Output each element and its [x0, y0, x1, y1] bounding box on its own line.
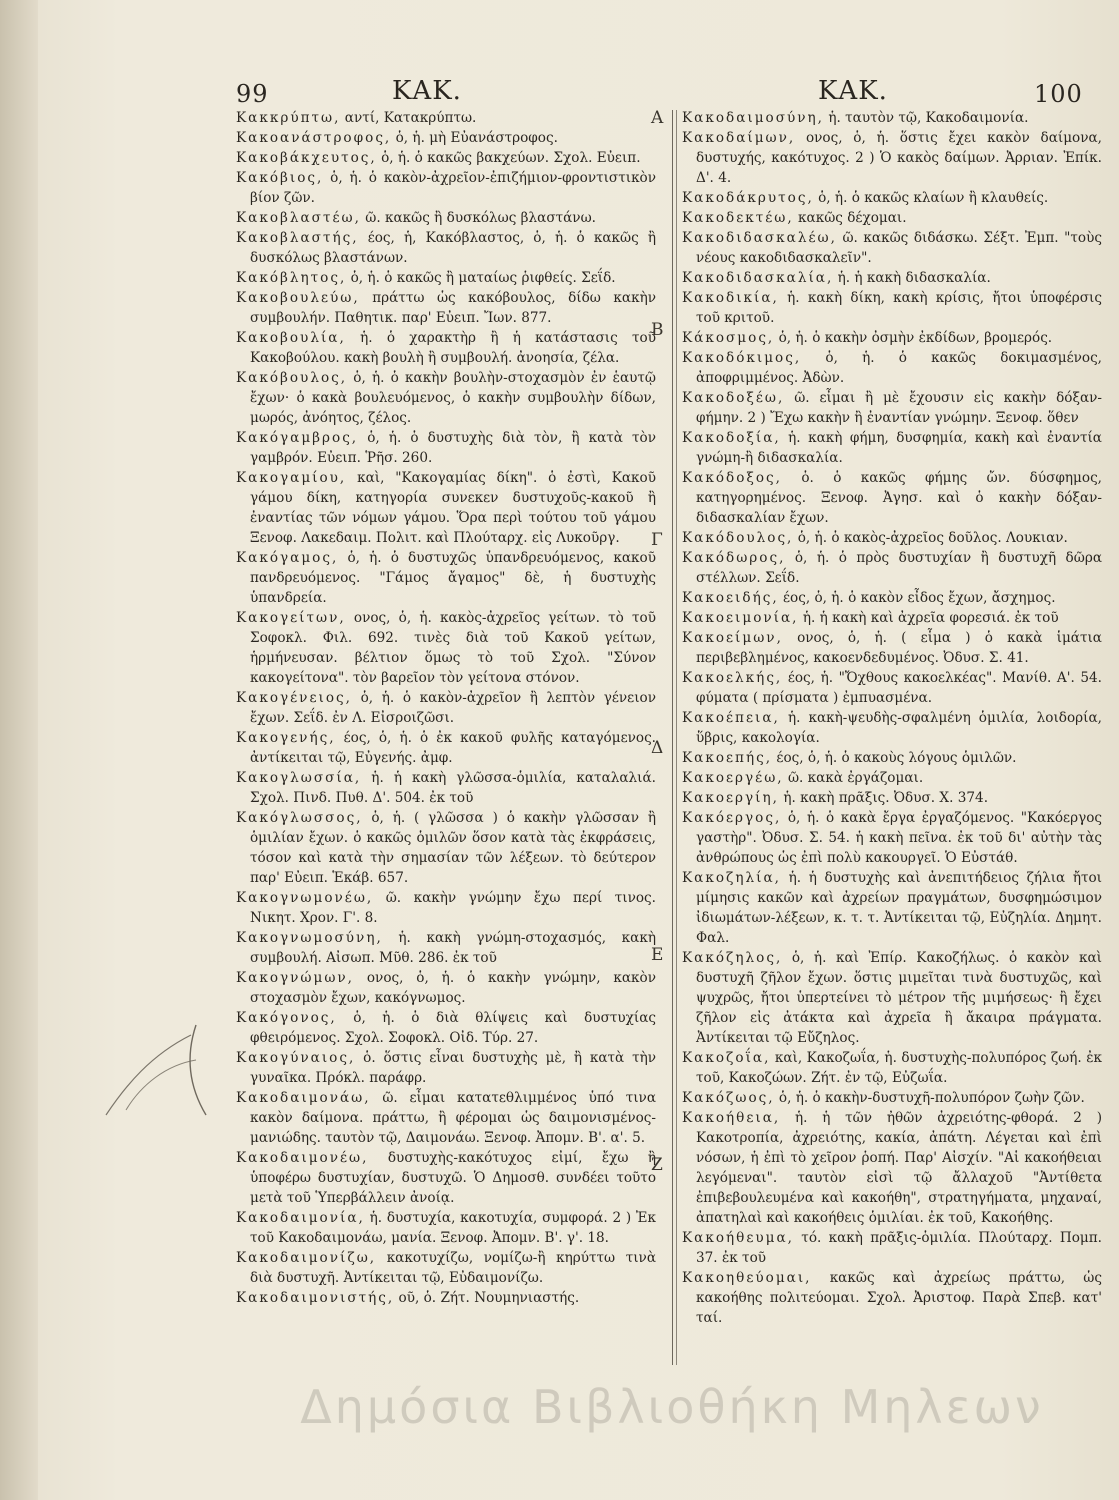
dictionary-entry	[682, 228, 1102, 268]
entry-definition: έος, ὁ, ἡ. ὁ ἐκ κακοῦ φυλῆς καταγόμενος. ἀντίκειται τῷ, Εὐγενής. ἀμφ.	[250, 730, 657, 766]
entry-definition: πράττω ὡς κακόβουλος, δίδω κακὴν συμβουλήν. Παθητικ. παρ' Εὐειπ. Ἴων. 877.	[250, 290, 656, 326]
entry-definition: τό. κακὴ πρᾶξις-ὁμιλία. Πλούταρχ. Πομπ. 37. ἐκ τοῦ	[696, 1230, 1102, 1266]
entry-headword: Κακογνωμονέω,	[236, 890, 374, 906]
dictionary-entry	[682, 788, 1102, 808]
section-letter: Γ	[651, 530, 663, 550]
dictionary-entry	[236, 228, 656, 268]
entry-definition: ὁ. ὁ κακῶς φήμης ὤν. δύσφημος, κατηγορημένος. Ξενοφ. Ἀγησ. καὶ ὁ κακὴν δόξαν-διδασκαλίαν ἔχων.	[696, 470, 1103, 526]
dictionary-entry	[236, 428, 656, 468]
entry-headword: Κακογύναιος,	[236, 1050, 356, 1066]
entry-definition: ἡ. ἡ κακὴ καὶ ἀχρεῖα φορεσιά. ἐκ τοῦ	[802, 610, 1059, 626]
entry-definition: ῶ. κακὰ ἐργάζομαι.	[787, 770, 924, 786]
entry-headword: Κακοδαιμονία,	[236, 1210, 365, 1226]
entry-headword: Κακόδοξος,	[682, 470, 782, 486]
entry-definition: έος, ἡ. "Ὄχθους κακοελκέας". Μανίθ. Α'. 54. φύματα ( πρίσματα ) ἐμπυασμένα.	[696, 670, 1102, 706]
entry-definition: ονος, ὁ, ἡ. ὅστις ἔχει κακὸν δαίμονα, δυστυχής, κακότυχος. 2 ) Ὁ κακὸς δαίμων. Ἀρριαν. Ἐπίκ. Δ'. 4.	[696, 130, 1102, 186]
entry-definition: κακῶς καὶ ἀχρείως πράττω, ὡς κακοήθης πολιτεύομαι. Σχολ. Ἀριστοφ. Παρὰ Σπεβ. κατ' ταί.	[696, 1270, 1103, 1326]
entry-definition: ονος, ὁ, ἡ. ( εἷμα ) ὁ κακὰ ἱμάτια περιβεβλημένος, κακοενδεδυμένος. Ὀδυσ. Σ. 41.	[696, 630, 1102, 666]
pencil-annotation-mark	[96, 1015, 216, 1125]
dictionary-entry	[682, 548, 1102, 588]
left-column	[236, 108, 656, 1308]
entry-headword: Κακοδεκτέω,	[682, 210, 794, 226]
entry-definition: ἡ. κακὴ πρᾶξις. Ὀδυσ. Χ. 374.	[783, 790, 989, 806]
entry-headword: Κακόζωος,	[682, 1090, 775, 1106]
entry-headword: Κακοδοξέω,	[682, 390, 785, 406]
dictionary-entry	[682, 1048, 1102, 1088]
dictionary-entry	[682, 948, 1102, 1048]
dictionary-entry	[236, 1148, 656, 1208]
dictionary-entry	[236, 368, 656, 428]
entry-definition: ὁ, ἡ. ὁ κακῶς ἢ ματαίως ῥιφθείς. Σεΐδ.	[350, 270, 616, 286]
entry-headword: Κακόγονος,	[236, 1010, 337, 1026]
entry-headword: Κακοεπής,	[682, 750, 773, 766]
entry-headword: Κακοβουλεύω,	[236, 290, 360, 306]
dictionary-entry	[236, 168, 656, 208]
entry-headword: Κακοήθεια,	[682, 1110, 781, 1126]
entry-headword: Κακόγαμβρος,	[236, 430, 359, 446]
dictionary-entry	[682, 108, 1102, 128]
entry-headword: Κακογείτων,	[236, 610, 346, 626]
entry-headword: Κακοδόκιμος,	[682, 350, 802, 366]
dictionary-entry	[682, 268, 1102, 288]
entry-headword: Κακόβλητος,	[236, 270, 347, 286]
entry-definition: έος, ὁ, ἡ. ὁ κακοὺς λόγους ὁμιλῶν.	[776, 750, 1017, 766]
entry-definition: αντί, Κατακρύπτω.	[344, 110, 477, 126]
dictionary-entry	[236, 468, 656, 548]
entry-definition: δυστυχὴς-κακότυχος εἰμί, ἔχω ἢ ὑποφέρω δυστυχίαν, δυστυχῶ. Ὁ Δημοσθ. συνδέει τοῦτο μετὰ τοῦ Ὑπερβάλλειν ἀνοίᾳ.	[250, 1150, 657, 1206]
dictionary-entry	[682, 428, 1102, 468]
dictionary-entry	[236, 1288, 656, 1308]
dictionary-entry	[236, 1008, 656, 1048]
section-letter: Ζ	[651, 1155, 663, 1175]
entry-headword: Κακόεργος,	[682, 810, 782, 826]
entry-definition: ὁ, ἡ. ὁ διὰ θλίψεις καὶ δυστυχίας φθειρόμενος. Σχολ. Σοφοκλ. Οἰδ. Τύρ. 27.	[250, 1010, 656, 1046]
entry-definition: ῶ. εἶμαι κατατεθλιμμένος ὑπό τινα κακὸν δαίμονα. πράττω, ἢ φέρομαι ὡς δαιμονισμένος-μανιώδης. ταυτὸν τῷ, Δαιμονάω. Ξενοφ. Ἀπομν. Β'. α'. 5.	[250, 1090, 656, 1146]
dictionary-entry	[236, 128, 656, 148]
section-letter: Β	[651, 320, 664, 340]
entry-definition: ὁ, ἡ. ὁ κακὴν βουλὴν-στοχασμὸν ἐν ἑαυτῷ ἔχων· ὁ κακὰ βουλευόμενος, ὁ κακὴν συμβουλὴν δίδων, μωρός, ἀνόητος, ζέλος.	[250, 370, 656, 426]
entry-headword: Κακοέπεια,	[682, 710, 780, 726]
dictionary-entry	[682, 668, 1102, 708]
entry-headword: Κακόγαμος,	[236, 550, 339, 566]
entry-definition: ονος, ὁ, ἡ. ὁ κακὴν γνώμην, κακὸν στοχασμὸν ἔχων, κακόγνωμος.	[250, 970, 657, 1006]
dictionary-entry	[682, 388, 1102, 428]
entry-definition: ῶ. κακῶς διδάσκω. Σέξτ. Ἐμπ. "τοὺς νέους κακοδιδασκαλεῖν".	[696, 230, 1102, 266]
page-header	[0, 70, 1119, 110]
entry-definition: ὁ, ἡ. ( γλῶσσα ) ὁ κακὴν γλῶσσαν ἢ ὁμιλίαν ἔχων. ὁ κακῶς ὁμιλῶν ὅσον κατὰ τὰς ἐκφράσεις, τόσον καὶ κατὰ τὴν σημασίαν τῶν λέξεων. τὸ δεύτερον παρ' Εὐειπ. Ἑκάβ. 657.	[250, 810, 656, 886]
entry-headword: Κακόβουλος,	[236, 370, 348, 386]
entry-headword: Κακογλωσσία,	[236, 770, 362, 786]
entry-definition: ὁ, ἡ. ὁ κακῶς βακχεύων. Σχολ. Εὐειπ.	[381, 150, 641, 166]
entry-definition: ὁ, ἡ. μὴ Εὐανάστροφος.	[395, 130, 558, 146]
library-watermark: Δημόσια Βιβλιοθήκη Μηλεων	[300, 1380, 1044, 1434]
entry-headword: Κακοελκής,	[682, 670, 783, 686]
dictionary-entry	[682, 1108, 1102, 1228]
dictionary-entry	[236, 888, 656, 928]
dictionary-entry	[236, 328, 656, 368]
entry-definition: ἡ. ἡ κακὴ γλῶσσα-ὁμιλία, καταλαλιά. Σχολ. Πινδ. Πυθ. Δ'. 504. ἐκ τοῦ	[250, 770, 657, 806]
entry-definition: ὁ, ἡ. ὁ κακὸν-ἀχρεῖον ἢ λεπτὸν γένειον ἔχων. Σεΐδ. ἐν Λ. Εἰσροιζῶσι.	[250, 690, 657, 726]
dictionary-entry	[682, 588, 1102, 608]
dictionary-entry	[682, 708, 1102, 748]
dictionary-entry	[236, 1248, 656, 1288]
entry-definition: ονος, ὁ, ἡ. κακὸς-ἀχρεῖος γείτων. τὸ τοῦ Σοφοκλ. Φιλ. 692. τινὲς διὰ τοῦ Κακοῦ γείτων, ἡρμήνευσαν. βέλτιον ὅμως τὸ τοῦ Σχολ. "Σύνον κακογείτονα". τὸν βαρεῖον τὸν γείτονα στόνον.	[250, 610, 656, 686]
entry-definition: κακῶς δέχομαι.	[798, 210, 907, 226]
dictionary-entry	[682, 868, 1102, 948]
dictionary-entry	[682, 1228, 1102, 1268]
right-running-head: ΚΑΚ.	[818, 76, 888, 106]
entry-headword: Κακοδαίμων,	[682, 130, 796, 146]
dictionary-entry	[682, 808, 1102, 868]
entry-definition: ὁ, ἡ. ὁ δυστυχῶς ὑπανδρευόμενος, κακοῦ πανδρευόμενος. "Γάμος ἄγαμος" δὲ, ἡ δυστυχὴς ὑπανδρεία.	[250, 550, 656, 606]
dictionary-entry	[682, 1088, 1102, 1108]
dictionary-entry	[682, 188, 1102, 208]
dictionary-entry	[236, 1208, 656, 1248]
section-letter: Δ	[651, 738, 664, 758]
entry-headword: Κακοβάκχευτος,	[236, 150, 377, 166]
dictionary-entry	[682, 628, 1102, 668]
entry-headword: Κακοεργέω,	[682, 770, 784, 786]
entry-headword: Κακοειδής,	[682, 590, 779, 606]
dictionary-entry	[236, 1048, 656, 1088]
entry-definition: ῶ. κακὴν γνώμην ἔχω περί τινος. Νικητ. Χρον. Γ'. 8.	[250, 890, 656, 926]
dictionary-entry	[236, 148, 656, 168]
dictionary-entry	[682, 768, 1102, 788]
dictionary-entry	[236, 108, 656, 128]
dictionary-entry	[682, 208, 1102, 228]
dictionary-entry	[236, 728, 656, 768]
entry-headword: Κακοδοξία,	[682, 430, 781, 446]
entry-definition: ἡ. κακὴ δίκη, κακὴ κρίσις, ἤτοι ὑποφέρσις τοῦ κριτοῦ.	[696, 290, 1102, 326]
entry-definition: ῶ. κακῶς ἢ δυσκόλως βλαστάνω.	[365, 210, 596, 226]
dictionary-entry	[236, 688, 656, 728]
entry-headword: Κακογνωμοσύνη,	[236, 930, 383, 946]
entry-headword: Κακόβιος,	[236, 170, 324, 186]
dictionary-entry	[682, 468, 1102, 528]
entry-definition: ἡ. κακὴ γνώμη-στοχασμός, κακὴ συμβουλή. Αἰσωπ. Μῦθ. 286. ἐκ τοῦ	[250, 930, 656, 966]
entry-definition: ἡ. κακὴ φήμη, δυσφημία, κακὴ καὶ ἐναντία γνώμη-ἢ διδασκαλία.	[696, 430, 1102, 466]
right-column	[682, 108, 1102, 1328]
dictionary-entry	[682, 328, 1102, 348]
entry-definition: ἡ. ἡ δυστυχὴς καὶ ἀνεπιτήδειος ζήλια ἤτοι μίμησις κακῶν καὶ ἀχρείων πραγμάτων, δυσφημώσιμον ἰδιωμάτων-λέξεων, κ. τ. τ. Ἀντίκειται τῷ, Εὐζηλία. Δημητ. Φαλ.	[696, 870, 1102, 946]
entry-definition: ὁ. ὅστις εἶναι δυστυχὴς μὲ, ἢ κατὰ τὴν γυναῖκα. Πρόκλ. παράφρ.	[250, 1050, 656, 1086]
entry-headword: Κακοβουλία,	[236, 330, 346, 346]
dictionary-entry	[682, 128, 1102, 188]
entry-headword: Κακοήθευμα,	[682, 1230, 794, 1246]
entry-definition: ῶ. εἶμαι ἢ μὲ ἔχουσιν εἰς κακὴν δόξαν-φήμην. 2 ) Ἔχω κακὴν ἢ ἐναντίαν γνώμην. Ξενοφ. ὅθεν	[696, 390, 1102, 426]
entry-headword: Κάκοσμος,	[682, 330, 775, 346]
entry-headword: Κακοειμονία,	[682, 610, 799, 626]
section-letter: Ε	[651, 945, 664, 965]
entry-headword: Κακογένειος,	[236, 690, 352, 706]
entry-headword: Κακογενής,	[236, 730, 336, 746]
entry-definition: ὁ, ἡ. ὁ κακὸς-ἀχρεῖος δοῦλος. Λουκιαν.	[797, 530, 1068, 546]
entry-headword: Κακοδαιμοσύνη,	[682, 110, 825, 126]
dictionary-entry	[236, 608, 656, 688]
entry-definition: ὁ, ἡ. ὁ κακὴν ὀσμὴν ἐκδίδων, βρομερός.	[778, 330, 1053, 346]
entry-headword: Κακοδιδασκαλέω,	[682, 230, 837, 246]
dictionary-entry	[236, 968, 656, 1008]
entry-headword: Κακοβλαστέω,	[236, 210, 361, 226]
entry-definition: ἡ. ὁ χαρακτὴρ ἢ ἡ κατάστασις τοῦ Κακοβούλου. κακὴ βουλὴ ἢ συμβουλή. ἀνοησία, ζέλα.	[250, 330, 657, 366]
entry-definition: καὶ, Κακοζωΐα, ἡ. δυστυχὴς-πολυπόρος ζωή. ἐκ τοῦ, Κακοζώων. Ζήτ. ἐν τῷ, Εὐζωΐα.	[696, 1050, 1102, 1086]
entry-definition: ὁ, ἡ. ὁ κακῶς δοκιμασμένος, ἀποφριμμένος. Ἀδὼν.	[696, 350, 1102, 386]
section-letter: Α	[651, 108, 664, 128]
entry-definition: έος, ἡ, Κακόβλαστος, ὁ, ἡ. ὁ κακῶς ἢ δυσκόλως βλαστάνων.	[250, 230, 656, 266]
dictionary-entry	[236, 268, 656, 288]
entry-headword: Κακοδικία,	[682, 290, 779, 306]
entry-definition: ὁ, ἡ. ὁ κακὴν-δυστυχῆ-πολυπόρον ζωὴν ζῶν.	[778, 1090, 1085, 1106]
entry-headword: Κακοείμων,	[682, 630, 783, 646]
entry-headword: Κακόζηλος,	[682, 950, 783, 966]
dictionary-entry	[236, 288, 656, 328]
entry-headword: Κακκρύπτω,	[236, 110, 341, 126]
entry-headword: Κακοδιδασκαλία,	[682, 270, 834, 286]
entry-definition: ὁ, ἡ. ὁ κακὸν-ἀχρεῖον-ἐπιζήμιον-φροντιστικὸν βίον ζῶν.	[250, 170, 657, 206]
entry-definition: ὁ, ἡ. καὶ Ἐπίρ. Κακοζήλως. ὁ κακὸν καὶ δυστυχῆ ζῆλον ἔχων. ὅστις μιμεῖται τινὰ δυστυχῶς, καὶ ψυχρῶς, ἤτοι ὑπερτείνει τὸ μέτρον τῆς μιμήσεως· ἢ ἔχει ζῆλον εἰς ἀτάκτα καὶ ἀχρεῖα ἢ ἄκαιρα πράγματα. Ἀντίκειται τῷ Εὔζηλος.	[696, 950, 1102, 1046]
dictionary-entry	[236, 928, 656, 968]
entry-definition: καὶ, "Κακογαμίας δίκη". ὁ ἐστὶ, Κακοῦ γάμου δίκη, κατηγορία συνεκεν δυστυχοῦς-κακοῦ ἢ ἐναντίας τῶν νόμων γάμου. Ὅρα περὶ τούτου τοῦ γάμου Ξενοφ. Λακεδαιμ. Πολιτ. καὶ Πλούταρχ. εἰς Λυκοῦργ.	[250, 470, 656, 546]
entry-headword: Κακοβλαστής,	[236, 230, 359, 246]
entry-headword: Κακόδουλος,	[682, 530, 794, 546]
entry-headword: Κακόγλωσσος,	[236, 810, 363, 826]
entry-definition: ἡ. ἡ κακὴ διδασκαλία.	[837, 270, 991, 286]
entry-definition: οῦ, ὁ. Ζήτ. Νουμηνιαστής.	[398, 1290, 580, 1306]
dictionary-entry	[236, 768, 656, 808]
entry-definition: ὁ, ἡ. ὁ κακὰ ἔργα ἐργαζόμενος. "Κακόεργος γαστὴρ". Ὀδυσ. Σ. 54. ἡ κακὴ πεῖνα. ἐκ τοῦ δι' αὐτὴν τὰς ἀνθρώπους ὡς ἐπὶ πολὺ κακουργεῖ. Ὁ Εὐστάθ.	[696, 810, 1102, 866]
dictionary-entry	[236, 808, 656, 888]
entry-headword: Κακοδαιμονάω,	[236, 1090, 371, 1106]
dictionary-entry	[236, 548, 656, 608]
dictionary-entry	[236, 1088, 656, 1148]
entry-headword: Κακοδαιμονιστής,	[236, 1290, 395, 1306]
dictionary-entry	[682, 348, 1102, 388]
left-running-head: ΚΑΚ.	[392, 76, 462, 106]
entry-headword: Κακοζοΐα,	[682, 1050, 771, 1066]
entry-definition: ὁ, ἡ. ὁ κακῶς κλαίων ἢ κλαυθείς.	[818, 190, 1049, 206]
entry-definition: ἡ. ἡ τῶν ἠθῶν ἀχρειότης-φθορά. 2 ) Κακοτροπία, ἀχρειότης, κακία, ἀπάτη. Λέγεται καὶ ἐπὶ νόσων, ἡ ἐπὶ τὸ χεῖρον ῥοπή. Παρ' Αἰσχίν. "Αἱ κακοήθειαι λεγόμεναι". ταυτὸν εἰσὶ τῷ ἄλλαχοῦ "Ἀντίθετα ἐπιβεβουλευμένα καὶ κακοήθη", στρατηγήματα, μηχαναί, ἀπατηλαὶ καὶ κακοήθεις ὁμιλίαι. ἐκ τοῦ, Κακοήθης.	[696, 1110, 1102, 1226]
entry-definition: κακοτυχίζω, νομίζω-ἢ κηρύττω τινὰ διὰ δυστυχῆ. Ἀντίκειται τῷ, Εὐδαιμονίζω.	[250, 1250, 656, 1286]
entry-headword: Κακόδωρος,	[682, 550, 786, 566]
entry-headword: Κακοδάκρυτος,	[682, 190, 814, 206]
dictionary-entry	[682, 608, 1102, 628]
entry-definition: ἡ. δυστυχία, κακοτυχία, συμφορά. 2 ) Ἐκ τοῦ Κακοδαιμονάω, μανία. Ξενοφ. Ἀπομν. Β'. γ'. 18.	[250, 1210, 657, 1246]
dictionary-entry	[682, 1268, 1102, 1328]
entry-headword: Κακοανάστροφος,	[236, 130, 392, 146]
right-page-number: 100	[1034, 80, 1083, 108]
page-gutter	[0, 0, 38, 1500]
left-page-number: 99	[236, 80, 269, 108]
entry-definition: ὁ, ἡ. ὁ πρὸς δυστυχίαν ἢ δυστυχῆ δῶρα στέλλων. Σεΐδ.	[696, 550, 1102, 586]
entry-headword: Κακοζηλία,	[682, 870, 781, 886]
dictionary-entry	[682, 748, 1102, 768]
entry-headword: Κακοηθεύομαι,	[682, 1270, 812, 1286]
entry-definition: ἡ. κακὴ-ψευδὴς-σφαλμένη ὁμιλία, λοιδορία, ὕβρις, κακολογία.	[696, 710, 1102, 746]
entry-headword: Κακογνώμων,	[236, 970, 354, 986]
dictionary-entry	[682, 288, 1102, 328]
entry-definition: ἡ. ταυτὸν τῷ, Κακοδαιμονία.	[828, 110, 1029, 126]
entry-headword: Κακοδαιμονέω,	[236, 1150, 369, 1166]
entry-headword: Κακοδαιμονίζω,	[236, 1250, 377, 1266]
dictionary-entry	[236, 208, 656, 228]
entry-headword: Κακοεργίη,	[682, 790, 779, 806]
entry-headword: Κακογαμίου,	[236, 470, 347, 486]
entry-definition: ὁ, ἡ. ὁ δυστυχὴς διὰ τὸν, ἢ κατὰ τὸν γαμβρόν. Εὐειπ. Ῥῆσ. 260.	[250, 430, 657, 466]
entry-definition: έος, ὁ, ἡ. ὁ κακὸν εἶδος ἔχων, ἄσχημος.	[782, 590, 1056, 606]
dictionary-entry	[682, 528, 1102, 548]
column-divider	[672, 110, 673, 1365]
column-divider-inner	[676, 110, 677, 1365]
